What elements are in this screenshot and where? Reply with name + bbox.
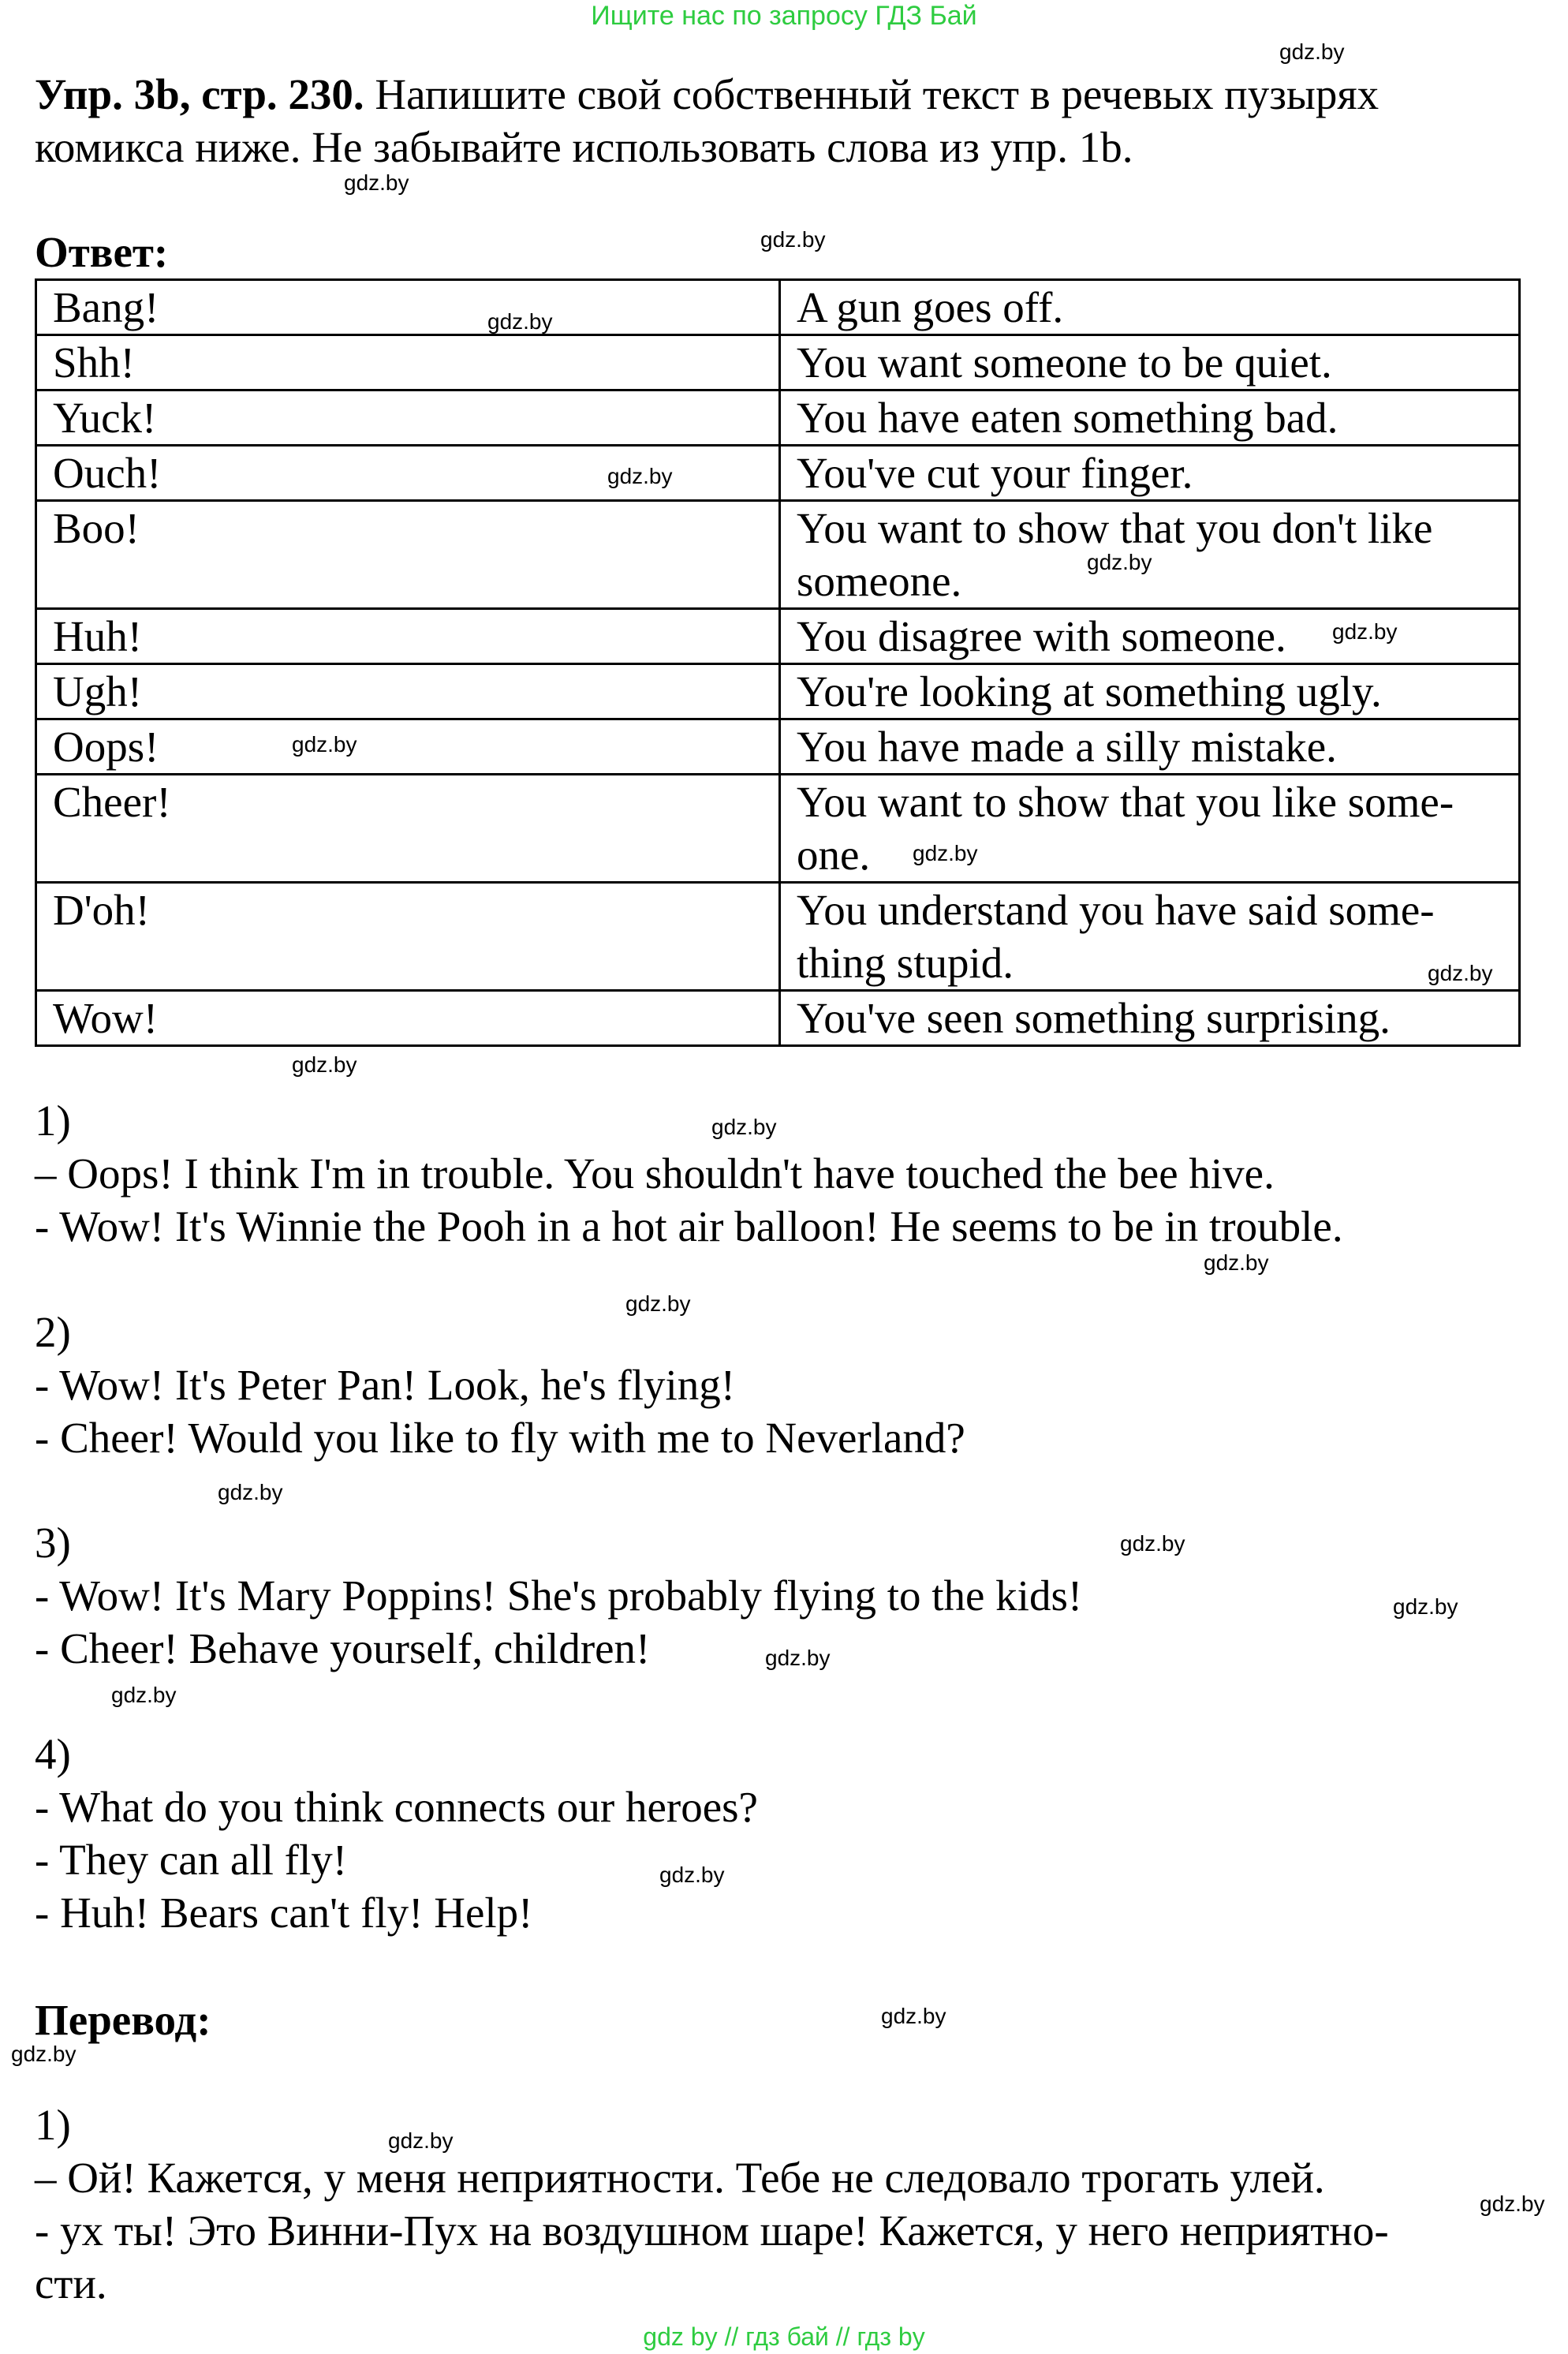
table-row [36, 446, 1520, 501]
word-cell: Cheer! [36, 775, 780, 883]
answer-heading: Ответ: [35, 228, 169, 276]
dialog-line: - They can all fly! [35, 1836, 348, 1884]
table-row [36, 775, 1520, 883]
watermark: gdz.by [607, 464, 673, 488]
table-row [36, 719, 1520, 775]
watermark: gdz.by [1428, 961, 1493, 985]
meaning-cell: You understand you have said some-thing stupid. [780, 883, 1520, 991]
watermark: gdz.by [881, 2004, 946, 2028]
word-cell: Shh! [36, 335, 780, 390]
table-row [36, 664, 1520, 719]
dialog-number: 2) [35, 1308, 71, 1356]
translation-1 [35, 2098, 1533, 2310]
meaning-cell: A gun goes off. [780, 280, 1520, 335]
bottom-banner[interactable]: gdz by // гдз бай // гдз by [643, 2322, 925, 2351]
table-row [36, 609, 1520, 664]
dialog-number: 1) [35, 1097, 71, 1145]
dialog-number: 1) [35, 2101, 71, 2149]
dialog-1 [35, 1094, 1533, 1253]
dialog-line: - Cheer! Would you like to fly with me to Neverland? [35, 1414, 965, 1462]
interjections-table [35, 278, 1521, 1047]
table-row [36, 991, 1520, 1046]
dialog-line: - Huh! Bears can't fly! Help! [35, 1889, 533, 1937]
watermark: gdz.by [760, 227, 826, 252]
meaning-cell: You've cut your finger. [780, 446, 1520, 501]
watermark: gdz.by [292, 732, 357, 757]
meaning-cell: You're looking at something ugly. [780, 664, 1520, 719]
word-cell: Ouch! [36, 446, 780, 501]
top-banner[interactable]: Ищите нас по запросу ГДЗ Бай [591, 1, 977, 31]
word-cell: Boo! [36, 501, 780, 609]
dialog-number: 3) [35, 1519, 71, 1567]
word-cell: Bang! [36, 280, 780, 335]
watermark: gdz.by [292, 1052, 357, 1077]
table-row [36, 390, 1520, 446]
dialog-line: - Wow! It's Peter Pan! Look, he's flying! [35, 1361, 736, 1409]
watermark: gdz.by [659, 1863, 725, 1887]
watermark: gdz.by [1087, 550, 1152, 574]
task-text: Напишите свой собственный текст в речевых пузырях комикса ниже. Не забывайте использовать слова из упр. 1b. [35, 70, 1379, 171]
table-row [36, 335, 1520, 390]
dialog-2 [35, 1306, 1533, 1464]
watermark: gdz.by [711, 1115, 777, 1139]
watermark: gdz.by [765, 1646, 831, 1670]
watermark: gdz.by [1393, 1594, 1458, 1619]
watermark: gdz.by [487, 309, 553, 334]
word-cell: Huh! [36, 609, 780, 664]
table-row [36, 883, 1520, 991]
dialog-line: - Wow! It's Mary Poppins! She's probably flying to the kids! [35, 1571, 1083, 1620]
meaning-cell: You have eaten something bad. [780, 390, 1520, 446]
meaning-cell: You've seen something surprising. [780, 991, 1520, 1046]
meaning-cell: You want to show that you don't like someone. [780, 501, 1520, 609]
meaning-cell: You have made a silly mistake. [780, 719, 1520, 775]
dialog-line: - ух ты! Это Винни-Пух на воздушном шаре! Кажется, у него неприятно- [35, 2206, 1389, 2255]
dialog-4 [35, 1728, 1533, 1939]
watermark: gdz.by [388, 2128, 454, 2153]
dialog-line: – Ой! Кажется, у меня неприятности. Тебе не следовало трогать улей. [35, 2154, 1325, 2202]
watermark: gdz.by [1204, 1250, 1269, 1275]
dialog-line: - Wow! It's Winnie the Pooh in a hot air balloon! He seems to be in trouble. [35, 1202, 1343, 1250]
table-row [36, 501, 1520, 609]
meaning-cell: You disagree with someone. [780, 609, 1520, 664]
meaning-cell: You want to show that you like some-one. [780, 775, 1520, 883]
dialog-line: - What do you think connects our heroes? [35, 1783, 758, 1831]
watermark: gdz.by [111, 1683, 177, 1707]
word-cell: Ugh! [36, 664, 780, 719]
word-cell: D'oh! [36, 883, 780, 991]
dialog-line: сти. [35, 2259, 107, 2307]
word-cell: Wow! [36, 991, 780, 1046]
dialog-line: - Cheer! Behave yourself, children! [35, 1624, 651, 1672]
meaning-cell: You want someone to be quiet. [780, 335, 1520, 390]
watermark: gdz.by [11, 2042, 77, 2066]
dialog-number: 4) [35, 1730, 71, 1778]
watermark: gdz.by [625, 1291, 691, 1316]
word-cell: Oops! [36, 719, 780, 775]
task-statement [35, 68, 1533, 174]
watermark: gdz.by [1480, 2191, 1545, 2216]
watermark: gdz.by [344, 170, 409, 195]
translation-heading: Перевод: [35, 1996, 211, 2044]
table-row [36, 280, 1520, 335]
watermark: gdz.by [1332, 619, 1398, 644]
watermark: gdz.by [1120, 1531, 1185, 1556]
task-title: Упр. 3b, стр. 230. [35, 70, 364, 118]
watermark: gdz.by [1279, 39, 1345, 64]
word-cell: Yuck! [36, 390, 780, 446]
dialog-line: – Oops! I think I'm in trouble. You shouldn't have touched the bee hive. [35, 1149, 1275, 1198]
watermark: gdz.by [913, 841, 978, 865]
watermark: gdz.by [218, 1480, 283, 1504]
